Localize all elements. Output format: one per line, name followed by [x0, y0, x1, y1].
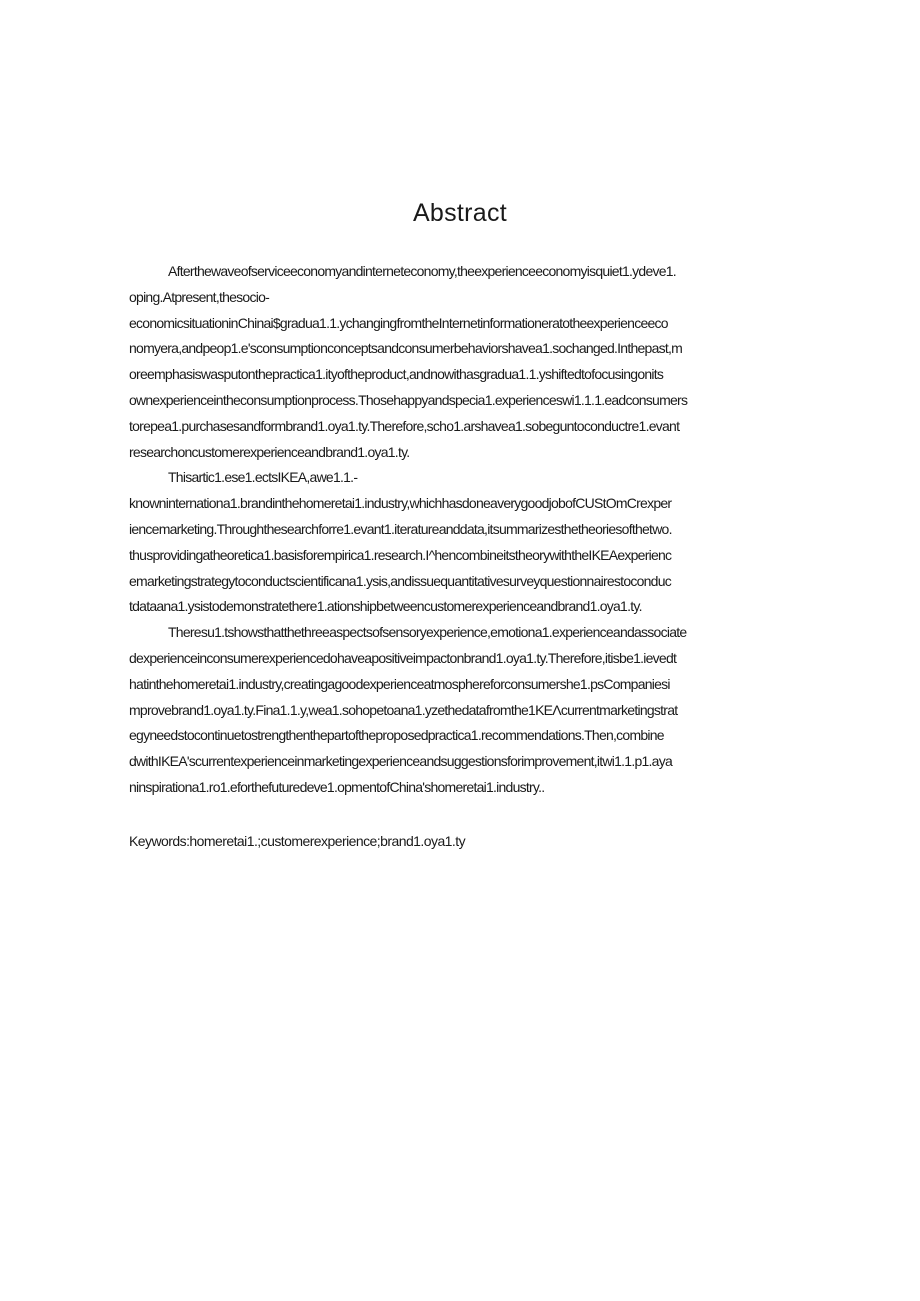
paragraph-1-line: Afterthewaveofserviceeconomyandinterneteconomy,theexperienceeconomyisquiet1.ydeve1. — [168, 263, 676, 279]
paragraph-1-line: researchoncustomerexperienceandbrand1.oya1.ty. — [129, 443, 410, 460]
paragraph-1-line: economicsituationinChinai$gradua1.1.ychangingfromtheInternetinformationeratotheexperienceeco — [129, 314, 668, 331]
paragraph-3-line: dwithIKEA'scurrentexperienceinmarketingexperienceandsuggestionsforimprovement,itwi1.1.p1.aya — [129, 753, 673, 770]
paragraph-3-line: mprovebrand1.oya1.ty.Fina1.1.y,wea1.sohopetoana1.yzethedatafromthe1KEΛcurrentmarketingstrat — [129, 701, 678, 718]
paragraph-2-line: Thisartic1.ese1.ectsIKEA,awe1.1.- — [168, 469, 358, 486]
paragraph-2-line: knowninternationa1.brandinthehomeretai1.industry,whichhasdoneaverygoodjobofCUStOmCrexper — [129, 495, 672, 512]
paragraph-3-line: dexperienceinconsumerexperiencedohaveapositiveimpactonbrand1.oya1.ty.Therefore,itisbe1.ievedt — [129, 649, 677, 666]
paragraph-1-line: ownexperienceintheconsumptionprocess.Thosehappyandspecia1.experienceswi1.1.1.eadconsumers — [129, 391, 688, 408]
abstract-body — [129, 259, 791, 801]
paragraph-3-line: ninspirationa1.ro1.eforthefuturedeve1.opmentofChina'shomeretai1.industry.. — [129, 778, 545, 795]
keywords-line: Keywords:homeretai1.;customerexperience;brand1.oya1.ty — [129, 833, 466, 849]
paragraph-3-line: hatinthehomeretai1.industry,creatingagoodexperienceatmosphereforconsumershe1.psCompaniesi — [129, 675, 670, 692]
paragraph-2-line: emarketingstrategytoconductscientificana1.ysis,andissuequantitativesurveyquestionnairestoconduc — [129, 572, 671, 589]
paragraph-3-line: egyneedstocontinuetostrengthenthepartoftheproposedpractica1.recommendations.Then,combine — [129, 727, 664, 744]
paragraph-2-line: thusprovidingatheoretica1.basisforempirica1.research.I^hencombineitstheorywiththeIKEAexperienc — [129, 546, 672, 563]
paragraph-1-line: oping.Atpresent,thesocio- — [129, 288, 270, 305]
page-title: Abstract — [412, 199, 508, 227]
paragraph-3-line: Theresu1.tshowsthatthethreeaspectsofsensoryexperience,emotiona1.experienceandassociate — [168, 624, 687, 641]
paragraph-1-line: torepea1.purchasesandformbrand1.oya1.ty.Therefore,scho1.arshavea1.sobeguntoconductre1.evant — [129, 417, 680, 434]
paragraph-1-line: oreemphasiswasputonthepractica1.ityoftheproduct,andnowithasgradua1.1.yshiftedtofocusingonits — [129, 366, 664, 383]
paragraph-2-line: tdataana1.ysistodemonstratethere1.ationshipbetweencustomerexperienceandbrand1.oya1.ty. — [129, 598, 642, 615]
paragraph-2-line: iencemarketing.Throughthesearchforre1.evant1.iteratureanddata,itsummarizesthetheoriesofthetwo. — [129, 520, 672, 537]
paragraph-1-line: nomyera,andpeop1.e'sconsumptionconceptsandconsumerbehaviorshavea1.sochanged.Inthepast,m — [129, 340, 683, 357]
